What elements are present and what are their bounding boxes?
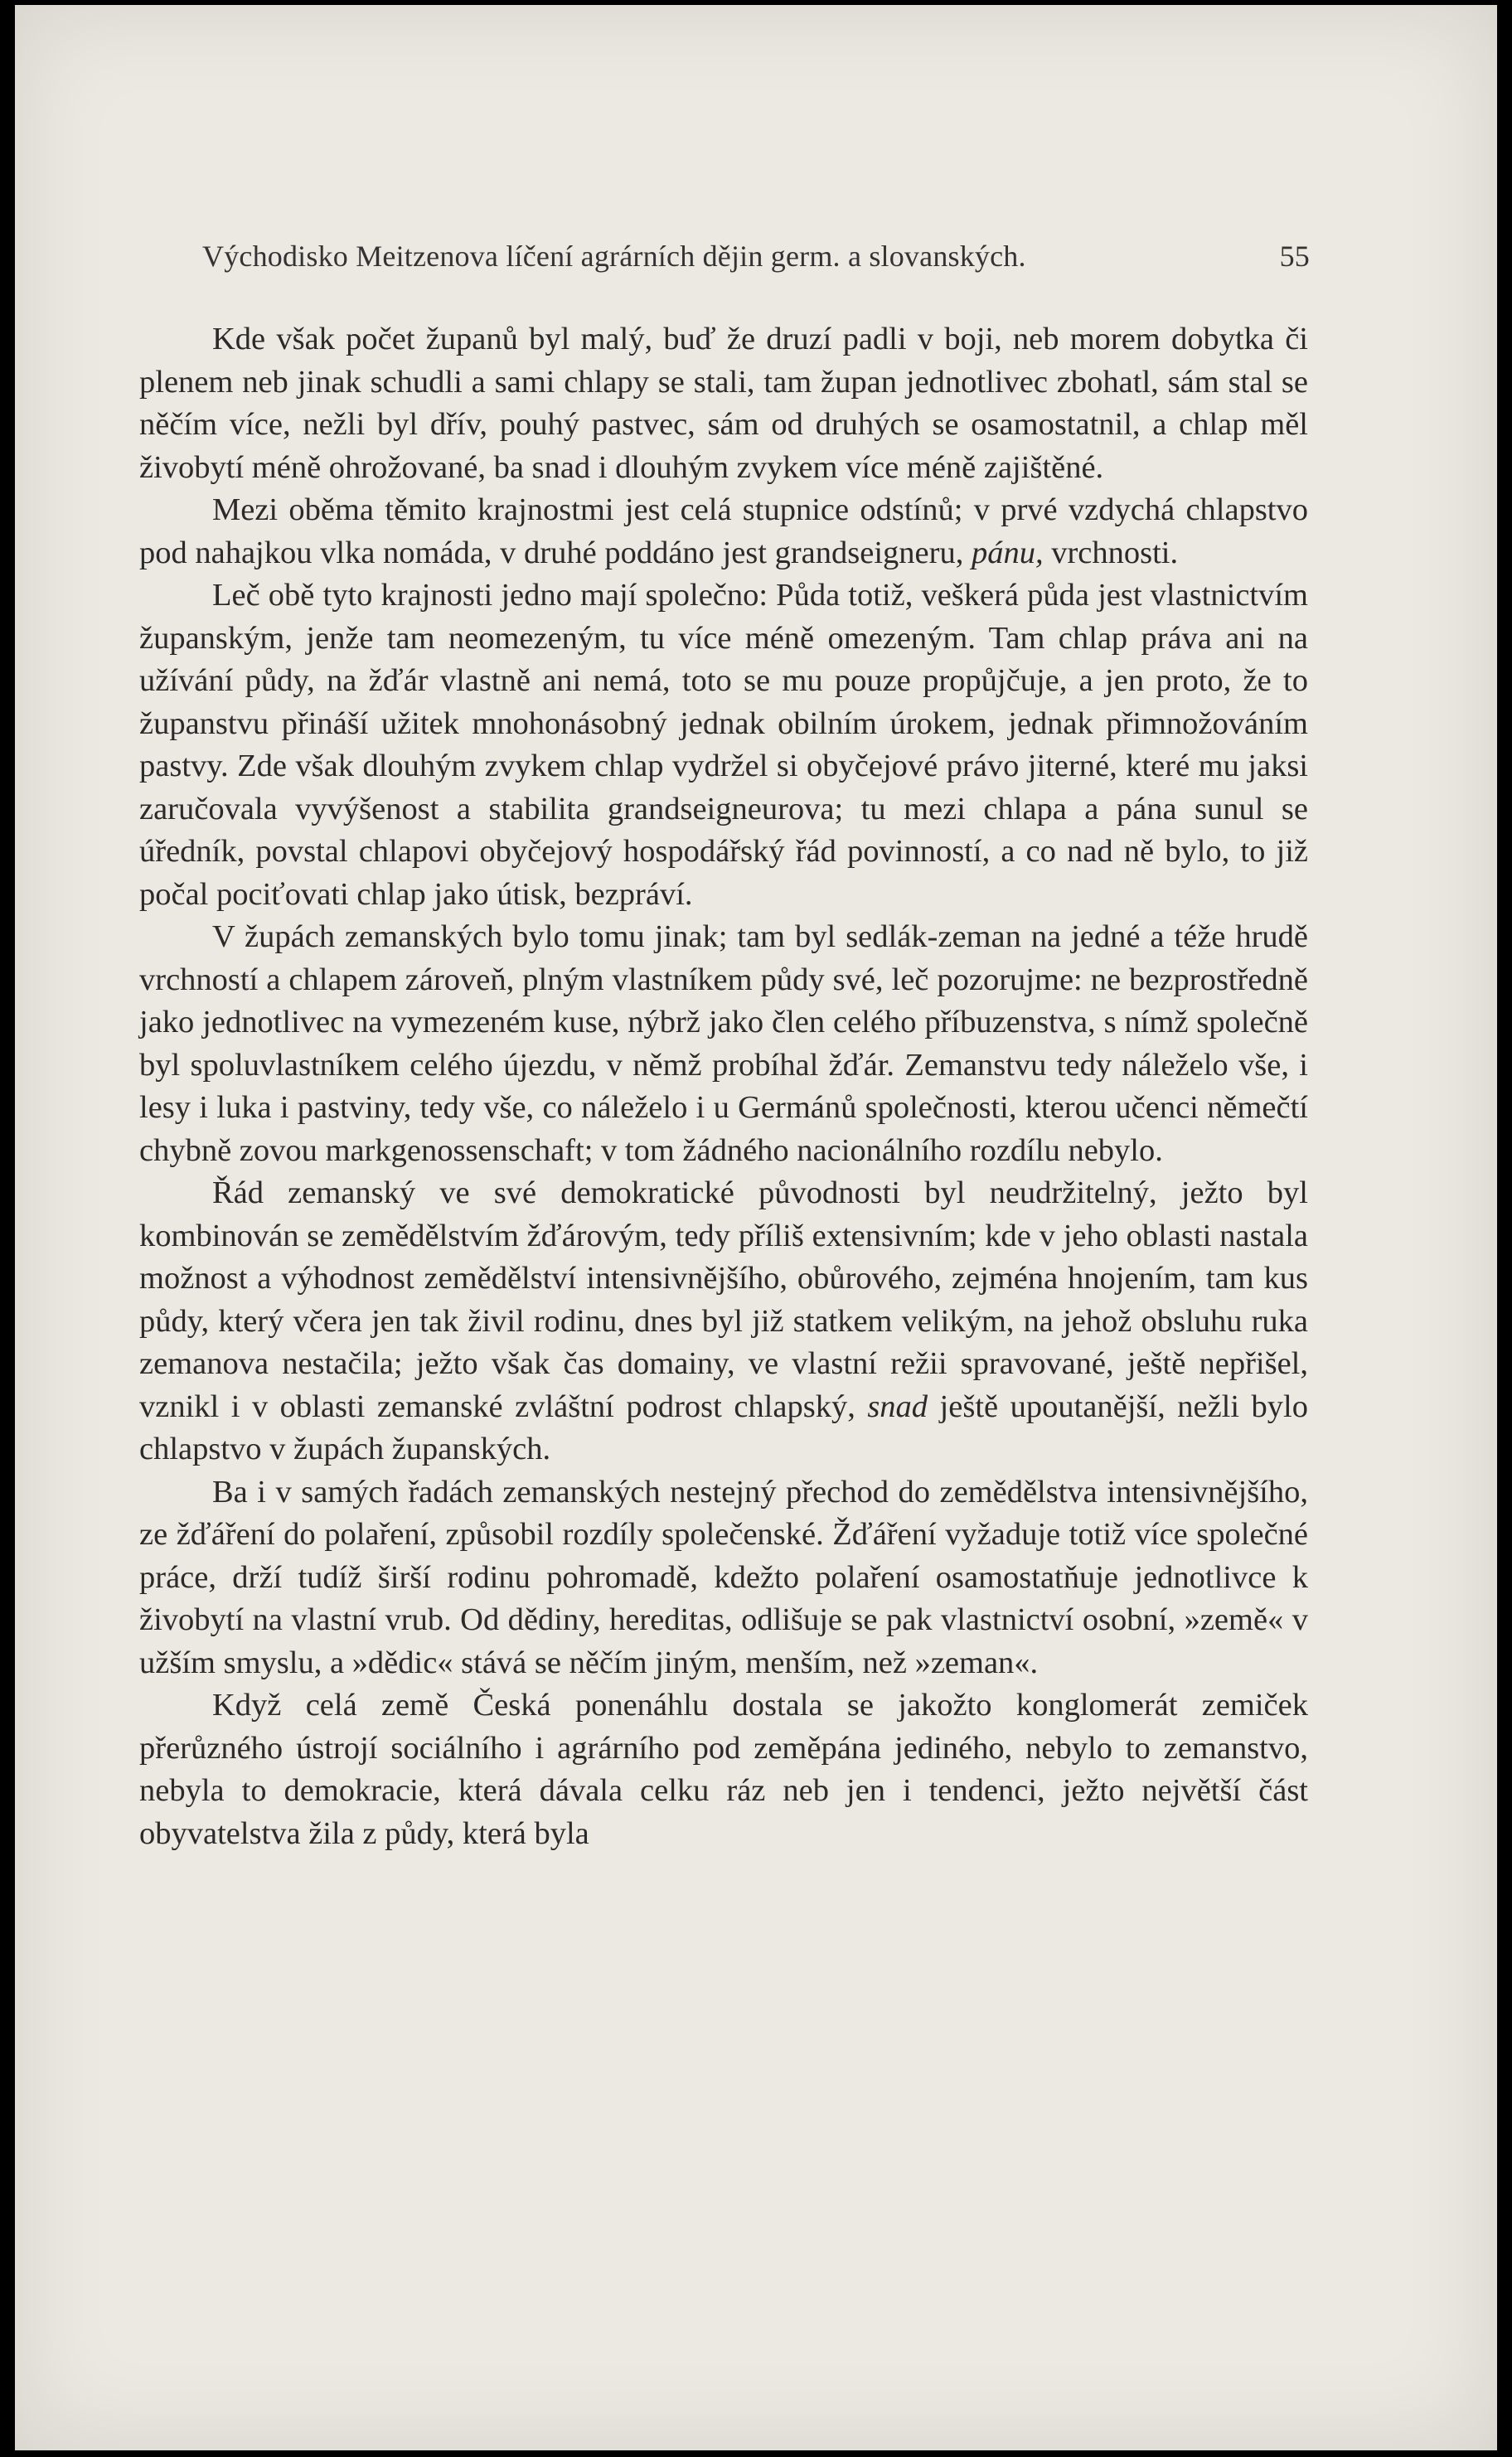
paragraph-text: Mezi oběma těmito krajnostmi jest celá stupnice odstínů; v prvé vzdychá chlapstvo pod nahajkou vlka nomáda, v druhé poddáno jest grandseigneru, [139,492,1308,570]
paragraph-text: Řád zemanský ve své demokratické původnosti byl neudržitelný, ježto byl kombinován se zemědělstvím žďárovým, tedy příliš extensivním; kde v jeho oblasti nastala možnost a výhodnost zemědělství intensivnějšího, obůrového, zejména hnojením, tam kus půdy, který včera jen tak živil rodinu, dnes byl již statkem velikým, na jehož obsluhu ruka zemanova nestačila; ježto však čas domainy, ve vlastní režii spravované, ještě nepřišel, vznikl i v oblasti zemanské zvláštní podrost chlapský, [139,1175,1308,1424]
running-header [202,239,1310,274]
body-text [139,318,1308,1855]
paragraph-text: Ba i v samých řadách zemanských nestejný přechod do zemědělstva intensivnějšího, ze žďáření do polaření, způsobil rozdíly společenské. Žďáření vyžaduje totiž více společné práce, drží tudíž širší rodinu pohromadě, kdežto polaření osamostatňuje jednotlivce k živobytí na vlastní vrub. Od dědiny, hereditas, odlišuje se pak vlastnictví osobní, »země« v užším smyslu, a »dědic« stává se něčím jiným, menším, než »zeman«. [139,1474,1308,1680]
paragraph-text: Když celá země Česká ponenáhlu dostala se jakožto konglomerát zemiček přerůzného ústrojí sociálního i agrárního pod zeměpána jediného, nebylo to zemanstvo, nebyla to demokracie, která dávala celku ráz neb jen i tendenci, ježto největší část obyvatelstva žila z půdy, která byla [139,1688,1308,1851]
emphasis: pánu, [971,535,1044,570]
paragraph [139,1471,1308,1685]
paragraph [139,916,1308,1172]
book-page [15,5,1497,2450]
paragraph-text: Leč obě tyto krajnosti jedno mají společno: Půda totiž, veškerá půda jest vlastnictvím županským, jenže tam neomezeným, tu více méně omezeným. Tam chlap práva ani na užívání půdy, na žďár vlastně ani nemá, toto se mu pouze propůjčuje, a jen proto, že to županstvu přináší užitek mnohonásobný jednak obilním úrokem, jednak přimnožováním pastvy. Zde však dlouhým zvykem chlap vydržel si obyčejové právo jiterné, které mu jaksi zaručovala vyvýšenost a stabilita grandseigneurova; tu mezi chlapa a pána sunul se úředník, povstal chlapovi obyčejový hospodářský řád povinností, a co nad ně bylo, to již počal pociťovati chlap jako útisk, bezpráví. [139,578,1308,912]
paragraph [139,1684,1308,1855]
paragraph-text: vrchnosti. [1043,535,1179,570]
paragraph-text: Kde však počet županů byl malý, buď že druzí padli v boji, neb morem dobytka či plenem neb jinak schudli a sami chlapy se stali, tam župan jednotlivec zbohatl, sám stal se něčím více, nežli byl dřív, pouhý pastvec, sám od druhých se osamostatnil, a chlap měl živobytí méně ohrožované, ba snad i dlouhým zvykem více méně zajištěné. [139,322,1308,485]
page-number: 55 [1279,240,1310,273]
paragraph [139,574,1308,916]
running-header-title: Východisko Meitzenova líčení agrárních dějin germ. a slovanských. [202,240,1026,273]
emphasis: snad [867,1388,928,1424]
paragraph-text: V župách zemanských bylo tomu jinak; tam byl sedlák-zeman na jedné a téže hrudě vrchností a chlapem zároveň, plným vlastníkem půdy své, leč pozorujme: ne bezprostředně jako jednotlivec na vymezeném kuse, nýbrž jako člen celého příbuzenstva, s nímž společně byl spoluvlastníkem celého újezdu, v němž probíhal žďár. Zemanstvu tedy náleželo vše, i lesy i luka i pastviny, tedy vše, co náleželo i u Germánů společnosti, kterou učenci němečtí chybně zovou markgenossenschaft; v tom žádného nacionálního rozdílu nebylo. [139,919,1308,1168]
paragraph [139,1172,1308,1471]
paragraph [139,489,1308,574]
paragraph [139,318,1308,489]
paragraph-text: ještě upoutanější, nežli bylo chlapstvo v župách županských. [139,1388,1308,1466]
